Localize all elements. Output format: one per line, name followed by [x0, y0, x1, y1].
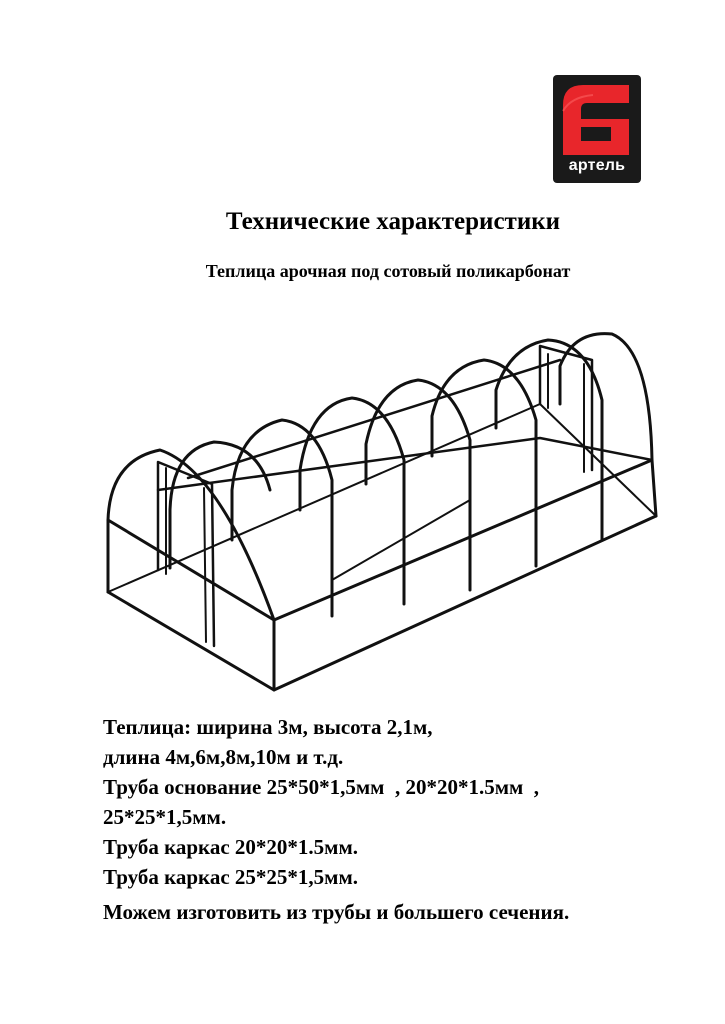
spec-line: Труба каркас 25*25*1,5мм. — [103, 865, 359, 889]
spec-line: Труба основание 25*50*1,5мм , 20*20*1.5мм , — [103, 775, 540, 799]
greenhouse-frame-drawing — [0, 320, 725, 700]
page-subtitle: Теплица арочная под сотовый поликарбонат — [205, 261, 571, 281]
specs-block — [103, 712, 713, 892]
spec-line: Теплица: ширина 3м, высота 2,1м, — [103, 715, 433, 739]
spec-line: Труба каркас 20*20*1.5мм. — [103, 835, 359, 859]
spec-line: 25*25*1,5мм. — [103, 805, 227, 829]
logo-text: артель — [568, 157, 626, 174]
footer-note: Можем изготовить из трубы и большего сечения. — [103, 900, 570, 924]
page-title: Технические характеристики — [225, 208, 561, 235]
artel-logo — [553, 75, 641, 183]
spec-line: длина 4м,6м,8м,10м и т.д. — [103, 745, 344, 769]
